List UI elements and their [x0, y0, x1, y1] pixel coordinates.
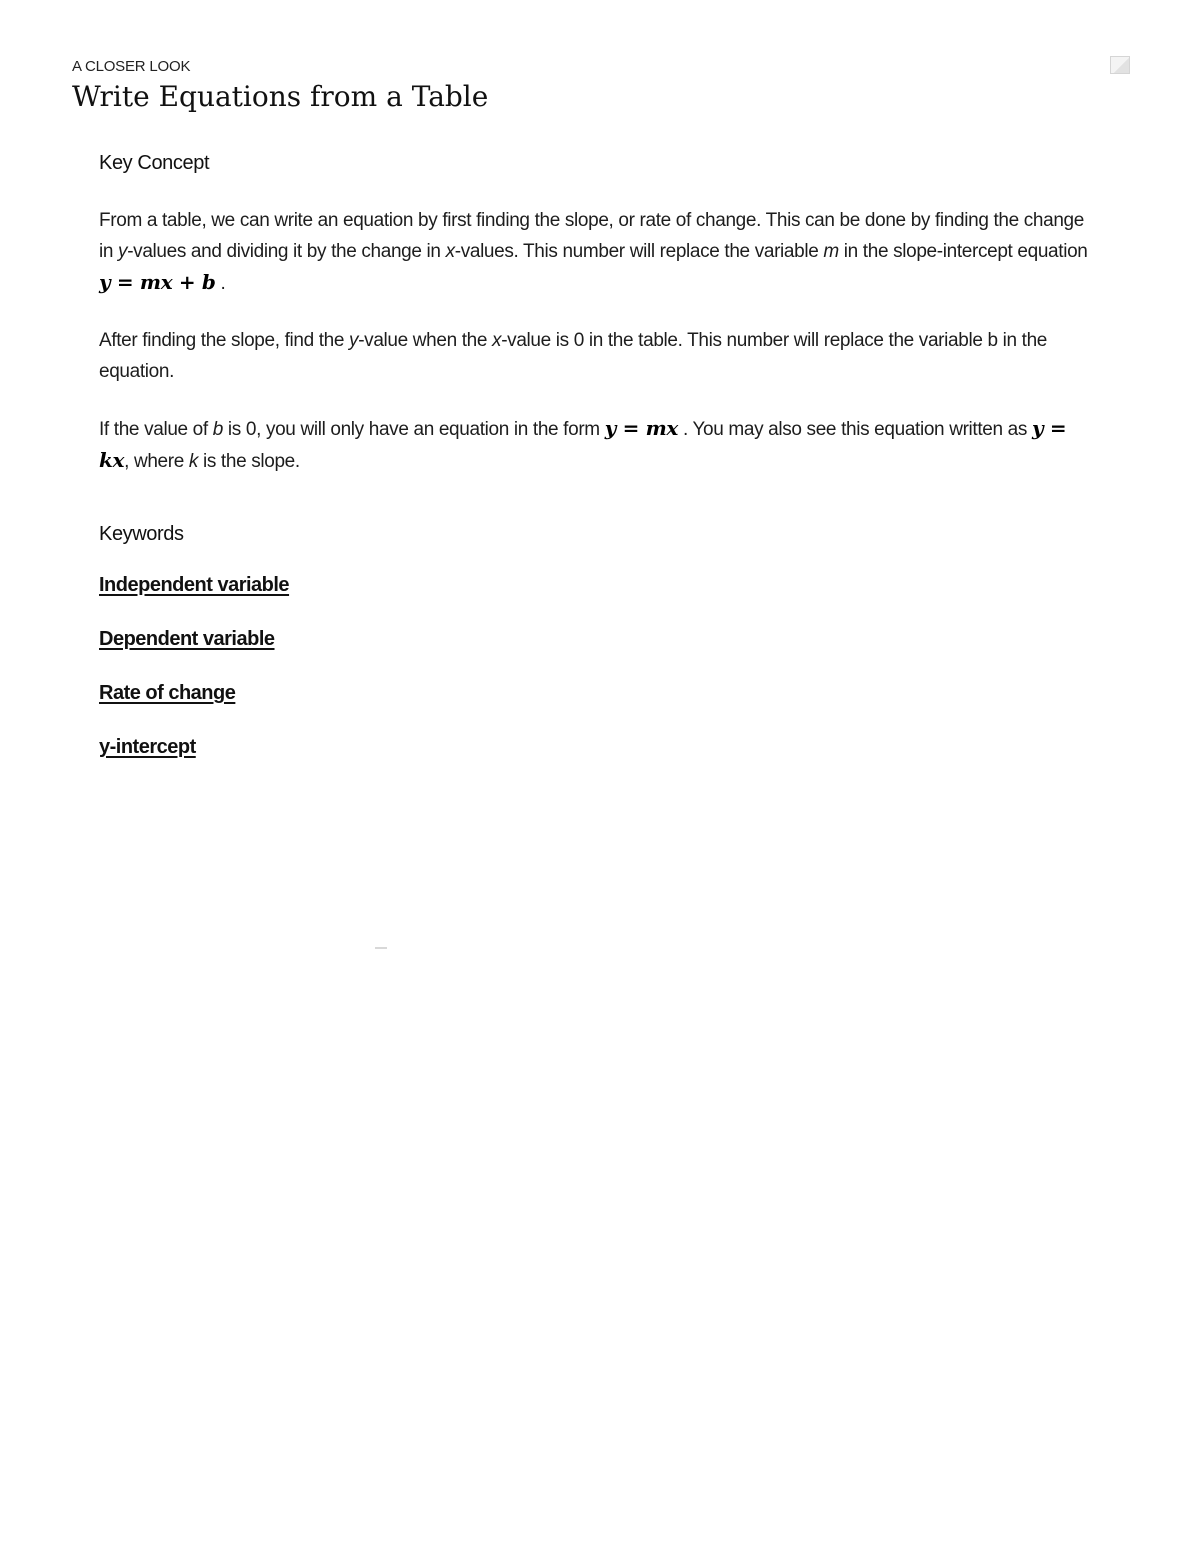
keywords-heading: Keywords [99, 523, 184, 545]
text-run: -values. This number will replace the variable [454, 241, 824, 262]
eyebrow-label: A CLOSER LOOK [72, 58, 191, 75]
variable-x: x [492, 330, 502, 351]
text-run: -values and dividing it by the change in [127, 241, 446, 262]
proportional-equation-k: y = kx [99, 416, 1067, 472]
variable-x: x [445, 241, 455, 262]
text-run: is the slope. [198, 451, 300, 472]
variable-m: m [823, 241, 839, 262]
text-run: . You may also see this equation written as [678, 419, 1032, 440]
keyword-link-dependent-variable[interactable]: Dependent variable [99, 628, 275, 650]
keyword-link-independent-variable[interactable]: Independent variable [99, 574, 290, 596]
text-run: is 0, you will only have an equation in the form [222, 419, 605, 440]
key-concept-heading: Key Concept [99, 152, 210, 174]
variable-y: y [349, 330, 359, 351]
text-run: From a table, we can write an equation by first finding the slope, or rate of change. This can be done by finding the change in [99, 210, 1084, 262]
variable-y: y [118, 241, 128, 262]
page-title: Write Equations from a Table [72, 80, 489, 113]
variable-b: b [212, 419, 223, 440]
keyword-link-y-intercept[interactable]: y-intercept [99, 736, 196, 758]
text-run: After finding the slope, find the [99, 330, 350, 351]
text-run: -value is 0 in the table. This number will replace the variable b in the equation. [99, 330, 1047, 382]
key-concept-paragraph-1 [99, 205, 1089, 299]
divider-mark [375, 947, 387, 949]
image-placeholder-icon [1110, 56, 1130, 74]
text-run: If the value of [99, 419, 213, 440]
slope-intercept-equation: y = mx + b [99, 270, 216, 294]
variable-k: k [188, 451, 199, 472]
keyword-link-rate-of-change[interactable]: Rate of change [99, 682, 236, 704]
key-concept-paragraph-2 [99, 325, 1089, 387]
text-run: , where [124, 451, 189, 472]
proportional-equation-m: y = mx [604, 416, 679, 440]
main-content [99, 152, 1089, 790]
text-run: -value when the [358, 330, 493, 351]
text-run: in the slope-intercept equation [838, 241, 1088, 262]
text-run: . [215, 273, 226, 294]
key-concept-paragraph-3 [99, 413, 1089, 477]
